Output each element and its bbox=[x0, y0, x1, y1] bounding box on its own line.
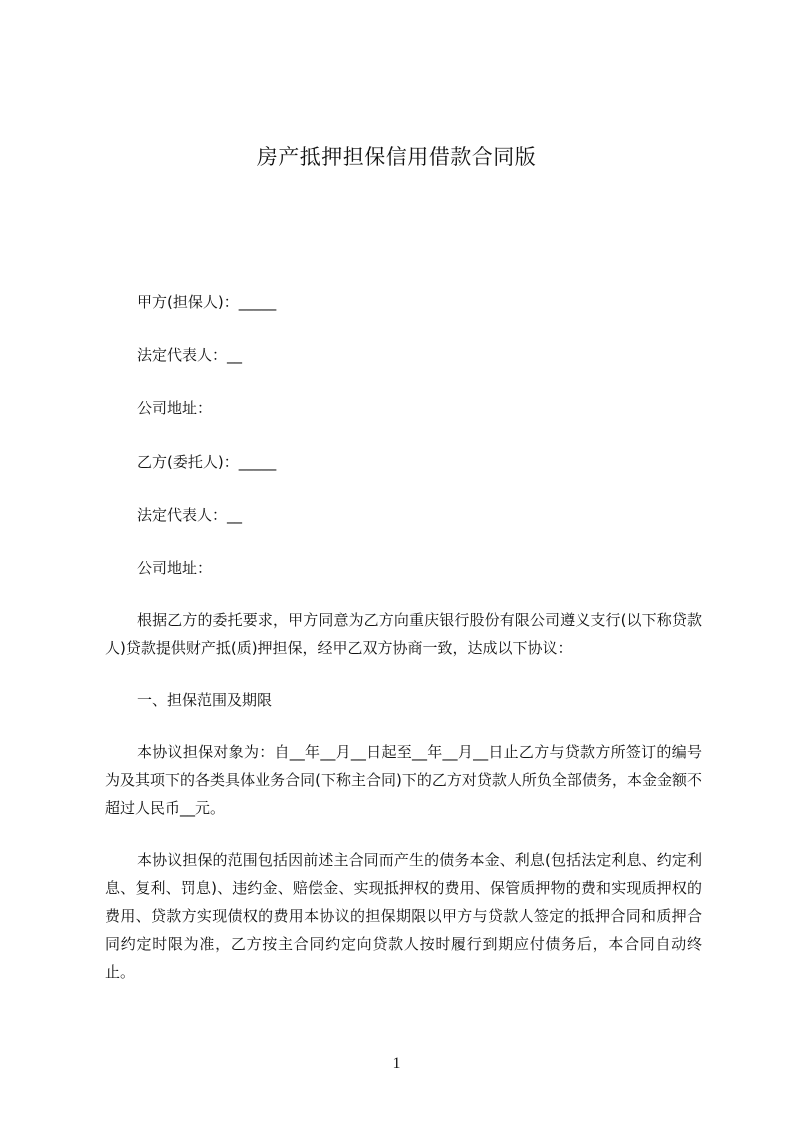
party-b-label: 乙方(委托人)：_____ bbox=[137, 453, 277, 471]
page-number: 1 bbox=[392, 1055, 401, 1072]
range-paragraph: 本协议担保的范围包括因前述主合同而产生的债务本金、利息(包括法定利息、约定利息、复利、罚息)、违约金、赔偿金、实现抵押权的费用、保管质押物的费和实现质押权的费用、贷款方实现债权的费用本协议的担保期限以甲方与贷款人签定的抵押合同和质押合同约定时限为准，乙方按主合同约定向贷款人按时履行到期应付债务后，本合同自动终止。 bbox=[105, 851, 702, 981]
document-title: 房产抵押担保信用借款合同版 bbox=[256, 145, 537, 169]
party-a-address: 公司地址： bbox=[137, 399, 213, 417]
intro-paragraph: 根据乙方的委托要求，甲方同意为乙方向重庆银行股份有限公司遵义支行(以下称贷款人)贷款提供财产抵(质)押担保，经甲乙双方协商一致，达成以下协议： bbox=[105, 611, 702, 657]
party-a-representative: 法定代表人：__ bbox=[137, 346, 243, 364]
party-b-representative: 法定代表人：__ bbox=[137, 506, 243, 524]
section-heading: 一、担保范围及期限 bbox=[137, 691, 273, 709]
party-b-address: 公司地址： bbox=[137, 559, 213, 577]
scope-paragraph: 本协议担保对象为：自__年__月__日起至__年__月__日止乙方与贷款方所签订的编号为及其项下的各类具体业务合同(下称主合同)下的乙方对贷款人所负全部债务，本金金额不超过人民币__元。 bbox=[105, 743, 702, 817]
party-a-label: 甲方(担保人)：_____ bbox=[137, 293, 277, 311]
